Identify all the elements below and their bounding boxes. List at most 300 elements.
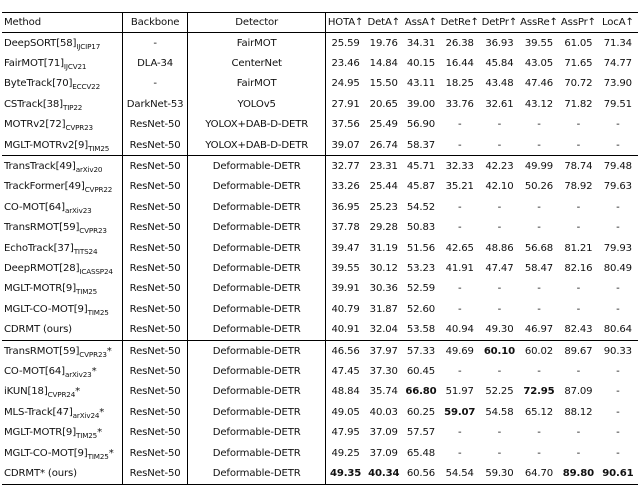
deta-cell: 25.23 xyxy=(369,201,398,213)
asspr-cell: 61.05 xyxy=(564,37,593,49)
assre-cell: 60.02 xyxy=(524,345,554,357)
detre-cell: - xyxy=(457,222,462,234)
backbone-cell: ResNet-50 xyxy=(123,319,188,340)
hota-cell: 24.95 xyxy=(331,78,360,90)
detpr-cell: 49.30 xyxy=(485,324,514,336)
detre-cell: - xyxy=(457,119,462,131)
method-name: MGLT-CO-MOT xyxy=(4,447,74,459)
assre-cell: - xyxy=(537,201,541,213)
detpr-cell: - xyxy=(497,119,502,131)
backbone-cell: ResNet-50 xyxy=(123,156,188,177)
assa-cell: 54.52 xyxy=(406,201,436,213)
method-citation: [37] xyxy=(53,242,74,254)
table-row xyxy=(2,115,638,135)
backbone-cell: ResNet-50 xyxy=(123,177,188,197)
method-venue: arXiv20 xyxy=(75,165,103,175)
method-venue: CVPR24 xyxy=(47,390,76,400)
method-citation: [59] xyxy=(59,222,80,234)
assa-cell: 56.90 xyxy=(406,119,436,131)
method-venue: IJCV21 xyxy=(63,62,87,72)
detpr-cell: - xyxy=(497,447,502,459)
detpr-cell: 52.25 xyxy=(485,386,514,398)
assa-cell: 52.60 xyxy=(406,303,436,315)
loca-cell: 90.33 xyxy=(603,345,632,357)
table-row xyxy=(2,197,638,217)
backbone-cell: ResNet-50 xyxy=(123,135,188,156)
assa-cell: 34.31 xyxy=(406,37,436,49)
asspr-cell: 82.43 xyxy=(564,324,593,336)
detre-cell: 41.91 xyxy=(445,262,474,274)
header-backbone: Backbone xyxy=(123,13,188,33)
table-row xyxy=(2,340,638,361)
asspr-cell: 89.80 xyxy=(562,467,594,479)
assre-cell: 43.05 xyxy=(524,58,554,70)
backbone-cell: ResNet-50 xyxy=(123,258,188,278)
hota-cell: 49.05 xyxy=(331,406,360,418)
method-name: MGLT-MOTRv2 xyxy=(4,139,75,151)
loca-cell: 90.61 xyxy=(602,467,634,479)
detector-cell: Deformable-DETR xyxy=(188,279,326,299)
method-venue: arXiv23 xyxy=(64,369,92,379)
table-row xyxy=(2,33,638,54)
backbone-cell: ResNet-50 xyxy=(123,340,188,361)
hota-cell: 39.07 xyxy=(331,139,360,151)
backbone-cell: ResNet-50 xyxy=(123,197,188,217)
detre-cell: - xyxy=(457,283,462,295)
hota-cell: 40.91 xyxy=(331,324,360,336)
method-name: TrackFormer xyxy=(4,181,65,193)
method-venue: TITS24 xyxy=(73,246,98,256)
asspr-cell: 89.67 xyxy=(564,345,593,357)
method-cell xyxy=(2,218,123,238)
detector-cell: FairMOT xyxy=(188,74,326,94)
detector-cell: Deformable-DETR xyxy=(188,258,326,278)
method-name: FairMOT xyxy=(4,58,44,70)
assa-cell: 58.37 xyxy=(406,139,436,151)
method-star: * xyxy=(106,345,112,357)
method-name: CDRMT* (ours) xyxy=(4,467,77,479)
backbone-cell: ResNet-50 xyxy=(123,443,188,463)
detpr-cell: 42.23 xyxy=(485,161,514,173)
detector-cell: YOLOX+DAB-D-DETR xyxy=(188,135,326,156)
method-citation: [9] xyxy=(73,303,88,315)
method-cell xyxy=(2,115,123,135)
table-row xyxy=(2,74,638,94)
detre-cell: - xyxy=(457,365,462,377)
asspr-cell: - xyxy=(576,447,581,459)
assa-cell: 60.56 xyxy=(406,467,436,479)
detre-cell: 40.94 xyxy=(445,324,474,336)
method-cell xyxy=(2,258,123,278)
detpr-cell: - xyxy=(497,283,502,295)
header-loca: LocA↑ xyxy=(601,17,634,28)
detpr-cell: 47.47 xyxy=(485,262,514,274)
method-name: CO-MOT xyxy=(4,201,45,213)
method-citation: [64] xyxy=(44,365,65,377)
detpr-cell: 36.93 xyxy=(485,37,514,49)
asspr-cell: 78.74 xyxy=(564,161,593,173)
detpr-cell: - xyxy=(497,222,502,234)
detector-cell: Deformable-DETR xyxy=(188,218,326,238)
asspr-cell: 81.21 xyxy=(564,242,593,254)
method-name: DeepSORT xyxy=(4,37,57,49)
method-cell xyxy=(2,74,123,94)
deta-cell: 15.50 xyxy=(369,78,398,90)
method-star: * xyxy=(97,427,103,439)
table-group-1 xyxy=(2,33,638,156)
detpr-cell: - xyxy=(497,139,502,151)
header-method: Method xyxy=(2,13,123,33)
deta-cell: 37.97 xyxy=(369,345,398,357)
hota-cell: 39.55 xyxy=(331,262,360,274)
assre-cell: - xyxy=(537,365,541,377)
hota-cell: 32.77 xyxy=(331,161,360,173)
loca-cell: 73.90 xyxy=(603,78,632,90)
loca-cell: - xyxy=(616,303,620,315)
detre-cell: 59.07 xyxy=(444,406,476,418)
detre-cell: 26.38 xyxy=(445,37,474,49)
method-star: * xyxy=(75,386,81,398)
assa-cell: 45.87 xyxy=(406,181,436,193)
header-row xyxy=(2,13,638,33)
method-citation: [9] xyxy=(74,139,89,151)
hota-cell: 39.47 xyxy=(331,242,360,254)
assa-cell: 53.58 xyxy=(406,324,436,336)
detre-cell: 51.97 xyxy=(445,386,474,398)
asspr-cell: 78.92 xyxy=(564,181,593,193)
method-venue: TIP22 xyxy=(62,102,83,112)
assa-cell: 66.80 xyxy=(405,386,437,398)
hota-cell: 49.35 xyxy=(330,467,362,479)
loca-cell: - xyxy=(616,427,620,439)
table-row xyxy=(2,443,638,463)
hota-cell: 25.59 xyxy=(331,37,360,49)
asspr-cell: - xyxy=(576,201,581,213)
header-deta: DetA↑ xyxy=(367,17,401,28)
deta-cell: 30.12 xyxy=(369,262,398,274)
detector-cell: Deformable-DETR xyxy=(188,382,326,402)
deta-cell: 19.76 xyxy=(369,37,398,49)
method-cell xyxy=(2,238,123,258)
method-star: * xyxy=(108,447,114,459)
header-asspr: AssPr↑ xyxy=(560,17,596,28)
detpr-cell: 60.10 xyxy=(483,345,515,357)
method-venue: CVPR23 xyxy=(79,349,107,359)
hota-cell: 37.78 xyxy=(331,222,360,234)
method-venue: IJCIP17 xyxy=(76,41,101,51)
assre-cell: 39.55 xyxy=(524,37,554,49)
method-citation: [71] xyxy=(43,58,64,70)
assre-cell: - xyxy=(537,303,541,315)
backbone-cell: DLA-34 xyxy=(123,53,188,73)
detpr-cell: 48.86 xyxy=(485,242,514,254)
method-citation: [59] xyxy=(59,345,80,357)
hota-cell: 23.46 xyxy=(331,58,360,70)
method-cell xyxy=(2,299,123,319)
header-assa: AssA↑ xyxy=(404,17,437,28)
method-venue: arXiv23 xyxy=(64,205,92,215)
method-cell xyxy=(2,33,123,54)
assre-cell: 46.97 xyxy=(524,324,554,336)
detpr-cell: - xyxy=(497,365,502,377)
detector-cell: YOLOX+DAB-D-DETR xyxy=(188,115,326,135)
backbone-cell: ResNet-50 xyxy=(123,238,188,258)
deta-cell: 31.19 xyxy=(369,242,398,254)
loca-cell: - xyxy=(616,139,620,151)
detpr-cell: - xyxy=(497,303,502,315)
assre-cell: - xyxy=(537,119,541,131)
method-name: CSTrack xyxy=(4,98,43,110)
loca-cell: 71.34 xyxy=(603,37,632,49)
method-name: EchoTrack xyxy=(4,242,54,254)
method-name: CDRMT (ours) xyxy=(4,324,72,336)
method-cell xyxy=(2,422,123,442)
assre-cell: 43.12 xyxy=(524,98,554,110)
asspr-cell: - xyxy=(576,365,581,377)
method-venue: CVPR22 xyxy=(84,185,113,195)
assre-cell: 64.70 xyxy=(524,467,554,479)
assre-cell: 56.68 xyxy=(524,242,554,254)
deta-cell: 26.74 xyxy=(369,139,398,151)
deta-cell: 14.84 xyxy=(369,58,398,70)
table-row xyxy=(2,53,638,73)
method-cell xyxy=(2,402,123,422)
method-cell xyxy=(2,156,123,177)
deta-cell: 29.28 xyxy=(369,222,398,234)
deta-cell: 23.31 xyxy=(369,161,398,173)
method-venue: TIM25 xyxy=(87,451,109,461)
detre-cell: - xyxy=(457,427,462,439)
method-venue: arXiv24 xyxy=(72,410,100,420)
method-cell xyxy=(2,94,123,114)
backbone-cell: - xyxy=(123,74,188,94)
header-hota: HOTA↑ xyxy=(327,17,364,28)
asspr-cell: 71.65 xyxy=(564,58,593,70)
table-row xyxy=(2,319,638,340)
assa-cell: 43.11 xyxy=(406,78,436,90)
assa-cell: 39.00 xyxy=(406,98,436,110)
table-row xyxy=(2,422,638,442)
detre-cell: 33.76 xyxy=(445,98,474,110)
detector-cell: Deformable-DETR xyxy=(188,361,326,381)
assa-cell: 57.57 xyxy=(406,427,436,439)
method-name: MOTRv2 xyxy=(4,119,46,131)
detector-cell: Deformable-DETR xyxy=(188,238,326,258)
method-cell xyxy=(2,382,123,402)
method-venue: CVPR23 xyxy=(65,123,93,133)
assre-cell: 65.12 xyxy=(524,406,554,418)
method-venue: TIM25 xyxy=(76,431,98,441)
assa-cell: 50.83 xyxy=(406,222,436,234)
detre-cell: 54.54 xyxy=(445,467,474,479)
method-name: TransRMOT xyxy=(4,222,60,234)
method-cell xyxy=(2,177,123,197)
detector-cell: Deformable-DETR xyxy=(188,319,326,340)
method-name: TransRMOT xyxy=(4,345,60,357)
backbone-cell: ResNet-50 xyxy=(123,279,188,299)
assa-cell: 40.15 xyxy=(406,58,436,70)
backbone-cell: ResNet-50 xyxy=(123,361,188,381)
loca-cell: 74.77 xyxy=(603,58,632,70)
backbone-cell: DarkNet-53 xyxy=(123,94,188,114)
detpr-cell: 32.61 xyxy=(485,98,514,110)
method-citation: [64] xyxy=(44,201,65,213)
loca-cell: 80.64 xyxy=(603,324,632,336)
method-name: MGLT-CO-MOT xyxy=(4,303,74,315)
method-venue: CVPR23 xyxy=(79,226,107,236)
deta-cell: 25.44 xyxy=(369,181,398,193)
detre-cell: 18.25 xyxy=(445,78,474,90)
hota-cell: 47.95 xyxy=(331,427,360,439)
hota-cell: 36.95 xyxy=(331,201,360,213)
method-name: CO-MOT xyxy=(4,365,45,377)
method-cell xyxy=(2,361,123,381)
assre-cell: 58.47 xyxy=(524,262,554,274)
assre-cell: - xyxy=(537,139,541,151)
method-citation: [58] xyxy=(56,37,77,49)
loca-cell: 79.63 xyxy=(603,181,632,193)
table-row xyxy=(2,94,638,114)
method-cell xyxy=(2,443,123,463)
assre-cell: 49.99 xyxy=(524,161,554,173)
method-citation: [28] xyxy=(59,262,80,274)
detre-cell: 35.21 xyxy=(445,181,474,193)
deta-cell: 37.30 xyxy=(369,365,398,377)
assa-cell: 52.59 xyxy=(406,283,436,295)
hota-cell: 49.25 xyxy=(331,447,360,459)
loca-cell: - xyxy=(616,365,620,377)
asspr-cell: 87.09 xyxy=(564,386,593,398)
method-name: MGLT-MOTR xyxy=(4,427,63,439)
method-citation: [70] xyxy=(52,78,73,90)
method-venue: TIM25 xyxy=(76,287,98,297)
header-detector: Detector xyxy=(188,13,326,33)
loca-cell: - xyxy=(616,447,620,459)
asspr-cell: - xyxy=(576,303,581,315)
asspr-cell: 70.72 xyxy=(564,78,593,90)
hota-cell: 27.91 xyxy=(331,98,360,110)
method-venue: ECCV22 xyxy=(72,82,101,92)
backbone-cell: ResNet-50 xyxy=(123,299,188,319)
detre-cell: - xyxy=(457,201,462,213)
deta-cell: 31.87 xyxy=(369,303,398,315)
assa-cell: 45.71 xyxy=(406,161,436,173)
table-row xyxy=(2,382,638,402)
detre-cell: 32.33 xyxy=(445,161,474,173)
table-row xyxy=(2,177,638,197)
method-star: * xyxy=(91,365,97,377)
assa-cell: 60.45 xyxy=(406,365,436,377)
backbone-cell: ResNet-50 xyxy=(123,382,188,402)
hota-cell: 48.84 xyxy=(331,386,360,398)
method-citation: [49] xyxy=(55,161,76,173)
backbone-cell: ResNet-50 xyxy=(123,115,188,135)
detector-cell: FairMOT xyxy=(188,33,326,54)
detector-cell: CenterNet xyxy=(188,53,326,73)
results-table xyxy=(2,12,638,485)
method-name: MLS-Track xyxy=(4,406,53,418)
method-name: MGLT-MOTR xyxy=(4,283,63,295)
method-cell xyxy=(2,197,123,217)
assa-cell: 57.33 xyxy=(406,345,436,357)
loca-cell: 80.49 xyxy=(603,262,632,274)
method-citation: [18] xyxy=(27,386,48,398)
deta-cell: 30.36 xyxy=(369,283,398,295)
assa-cell: 53.23 xyxy=(406,262,436,274)
assa-cell: 60.25 xyxy=(406,406,436,418)
header-detpr: DetPr↑ xyxy=(481,17,518,28)
detector-cell: Deformable-DETR xyxy=(188,402,326,422)
detre-cell: - xyxy=(457,447,462,459)
detre-cell: 42.65 xyxy=(445,242,474,254)
method-name: DeepRMOT xyxy=(4,262,60,274)
loca-cell: - xyxy=(616,283,620,295)
deta-cell: 37.09 xyxy=(369,427,398,439)
loca-cell: 79.51 xyxy=(603,98,632,110)
detector-cell: Deformable-DETR xyxy=(188,463,326,484)
detpr-cell: 45.84 xyxy=(485,58,514,70)
detpr-cell: 59.30 xyxy=(485,467,514,479)
loca-cell: - xyxy=(616,406,620,418)
loca-cell: - xyxy=(616,386,620,398)
detre-cell: - xyxy=(457,303,462,315)
method-citation: [72] xyxy=(45,119,66,131)
detre-cell: 16.44 xyxy=(445,58,474,70)
hota-cell: 37.56 xyxy=(331,119,360,131)
detector-cell: Deformable-DETR xyxy=(188,340,326,361)
assa-cell: 51.56 xyxy=(406,242,436,254)
table-group-3 xyxy=(2,340,638,484)
method-cell xyxy=(2,340,123,361)
deta-cell: 37.09 xyxy=(369,447,398,459)
method-cell xyxy=(2,319,123,340)
method-citation: [9] xyxy=(73,447,88,459)
method-star: * xyxy=(99,406,105,418)
assre-cell: 72.95 xyxy=(523,386,555,398)
hota-cell: 47.45 xyxy=(331,365,360,377)
detector-cell: Deformable-DETR xyxy=(188,299,326,319)
table-group-2 xyxy=(2,156,638,341)
table-row xyxy=(2,238,638,258)
asspr-cell: 88.12 xyxy=(564,406,593,418)
table-row xyxy=(2,402,638,422)
deta-cell: 35.74 xyxy=(369,386,398,398)
method-citation: [9] xyxy=(62,283,76,295)
table-row xyxy=(2,135,638,156)
method-cell xyxy=(2,135,123,156)
backbone-cell: - xyxy=(123,33,188,54)
deta-cell: 20.65 xyxy=(369,98,398,110)
method-citation: [49] xyxy=(64,181,85,193)
backbone-cell: ResNet-50 xyxy=(123,402,188,422)
asspr-cell: 71.82 xyxy=(564,98,593,110)
hota-cell: 39.91 xyxy=(331,283,360,295)
backbone-cell: ResNet-50 xyxy=(123,218,188,238)
table-row xyxy=(2,156,638,177)
method-venue: ICASSP24 xyxy=(79,266,113,276)
method-citation: [47] xyxy=(52,406,73,418)
asspr-cell: 82.16 xyxy=(564,262,593,274)
method-name: TransTrack xyxy=(4,161,56,173)
header-detre: DetRe↑ xyxy=(440,17,479,28)
detre-cell: - xyxy=(457,139,462,151)
deta-cell: 32.04 xyxy=(369,324,398,336)
hota-cell: 33.26 xyxy=(331,181,360,193)
assre-cell: - xyxy=(537,427,541,439)
method-name: ByteTrack xyxy=(4,78,53,90)
method-cell xyxy=(2,53,123,73)
assre-cell: - xyxy=(537,222,541,234)
